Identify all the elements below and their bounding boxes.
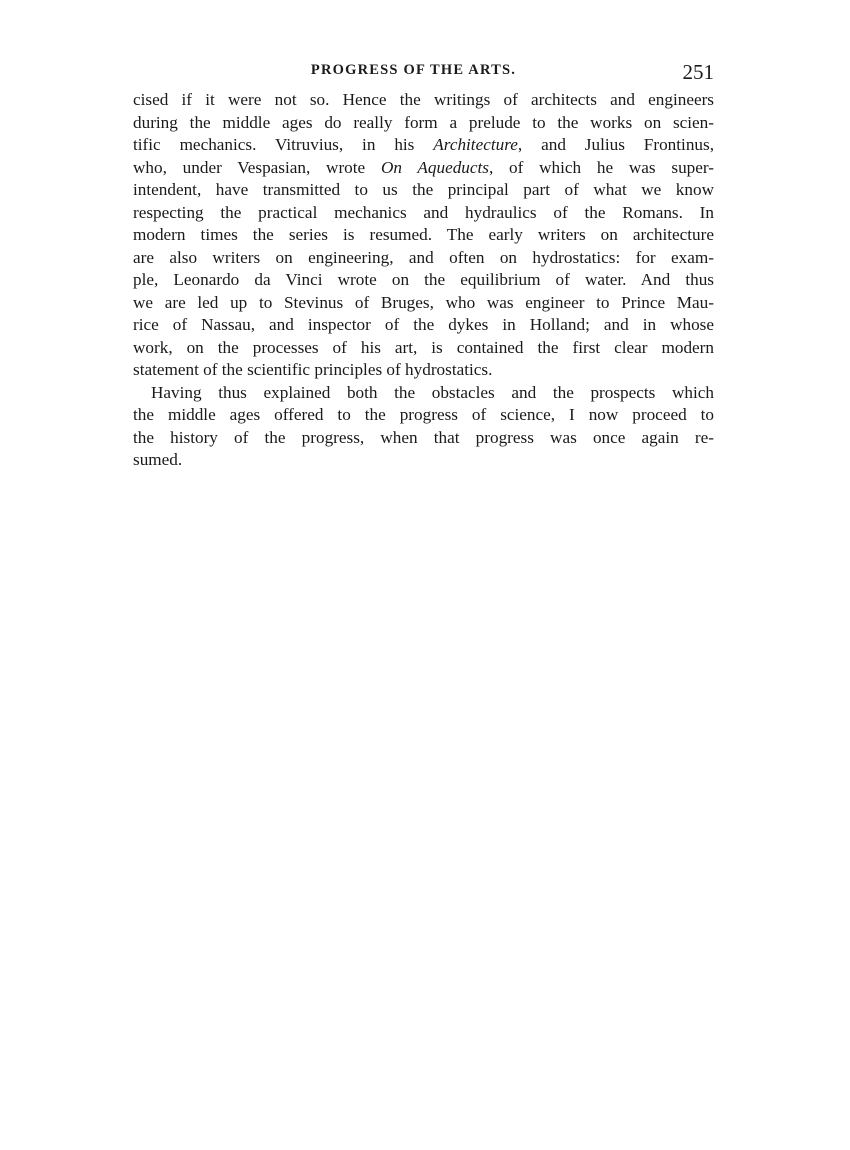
running-head-title: PROGRESS OF THE ARTS. xyxy=(310,62,517,78)
text-run: statement of the scientific principles of hydrostatics. xyxy=(133,360,493,379)
text-run: Having thus explained both the obstacles and the prospects which xyxy=(151,382,714,402)
italic-title: On Aqueducts xyxy=(380,157,489,177)
text-run: sumed. xyxy=(133,450,183,469)
body-text xyxy=(133,89,714,472)
text-run: respecting the practical mechanics and hydraulics of the Romans. In xyxy=(133,202,714,222)
text-line xyxy=(133,404,714,427)
text-run: work, on the processes of his art, is contained the first clear modern xyxy=(133,337,714,357)
text-line xyxy=(133,382,714,405)
text-line xyxy=(133,202,714,225)
text-run: rice of Nassau, and inspector of the dykes in Holland; and in whose xyxy=(133,315,714,334)
text-line xyxy=(133,224,714,247)
text-line xyxy=(133,292,714,315)
text-line xyxy=(133,157,714,180)
text-run: intendent, have transmitted to us the principal part of what we know xyxy=(133,180,714,199)
text-line xyxy=(133,337,714,360)
text-run: modern times the series is resumed. The early writers on architecture xyxy=(133,225,714,244)
text-run: the middle ages offered to the progress of science, I now proceed to xyxy=(133,405,714,424)
running-head xyxy=(133,60,714,84)
text-line xyxy=(133,449,714,472)
text-run: we are led up to Stevinus of Bruges, who was engineer to Prince Mau- xyxy=(133,292,714,312)
paragraph xyxy=(133,382,714,472)
text-line xyxy=(133,134,714,157)
text-run: who, under Vespasian, wrote xyxy=(133,157,381,177)
text-line xyxy=(133,179,714,202)
text-line xyxy=(133,89,714,112)
text-line xyxy=(133,314,714,337)
text-line xyxy=(133,269,714,292)
text-line xyxy=(133,112,714,135)
text-line xyxy=(133,427,714,450)
text-run: during the middle ages do really form a prelude to the works on scien- xyxy=(133,112,714,132)
text-run: cised if it were not so. Hence the writings of architects and engineers xyxy=(133,90,714,109)
italic-title: Architecture xyxy=(433,135,518,154)
text-run: are also writers on engineering, and often on hydrostatics: for exam- xyxy=(133,247,714,267)
text-run: ple, Leonardo da Vinci wrote on the equilibrium of water. And thus xyxy=(133,270,714,289)
text-line xyxy=(133,359,714,382)
text-run: , of which he was super- xyxy=(489,157,714,177)
text-run: the history of the progress, when that progress was once again re- xyxy=(133,427,714,447)
text-run: tific mechanics. Vitruvius, in his xyxy=(133,135,434,154)
text-run: , and Julius Frontinus, xyxy=(517,135,714,154)
page-number: 251 xyxy=(682,60,714,84)
paragraph xyxy=(133,89,714,382)
text-line xyxy=(133,247,714,270)
